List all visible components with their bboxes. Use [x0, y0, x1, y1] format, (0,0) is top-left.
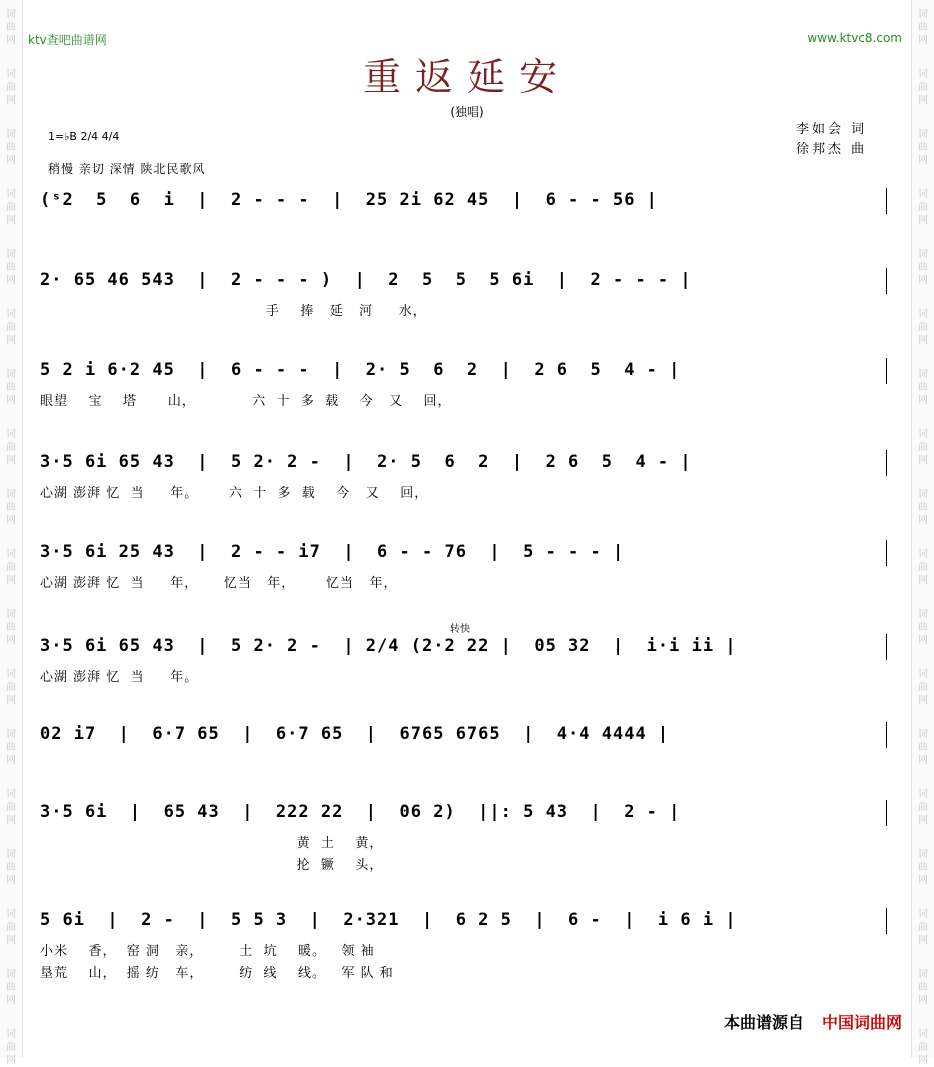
- watermark-text: 词 曲 网: [6, 669, 16, 706]
- watermark-text: 词 曲 网: [6, 549, 16, 586]
- lyric-line: 小米 香， 窑 洞 亲， 土 坑 暖。 领 袖: [40, 944, 375, 959]
- watermark-text: 词 曲 网: [918, 609, 928, 646]
- watermark-text: 词 曲 网: [6, 9, 16, 46]
- footer-brand: 中国词曲网: [821, 1013, 902, 1032]
- watermark-text: 词 曲 网: [918, 309, 928, 346]
- watermark-text: 词 曲 网: [918, 369, 928, 406]
- notation-line: 2· 65 46 543 | 2 - - - ) | 2 5 5 5 6i | 2 - - - |: [40, 270, 692, 290]
- watermark-text: 词 曲 网: [6, 789, 16, 826]
- lyric-line: 心湖 澎湃 忆 当 年， 忆当 年， 忆当 年，: [40, 576, 398, 591]
- watermark-text: 词 曲 网: [918, 129, 928, 166]
- watermark-text: 词 曲 网: [918, 9, 928, 46]
- watermark-text: 词 曲 网: [6, 309, 16, 346]
- watermark-text: 词 曲 网: [918, 789, 928, 826]
- notation-line: 3·5 6i 65 43 | 5 2· 2 - | 2/4 (2·2 22 | 05 32 | i·i ii |: [40, 636, 737, 656]
- lyric-line: 手 捧 延 河 水，: [40, 304, 427, 319]
- watermark-text: 词 曲 网: [6, 609, 16, 646]
- site-url-right: www.ktvc8.com: [807, 31, 902, 45]
- watermark-text: 词 曲 网: [6, 729, 16, 766]
- notation-line: 02 i7 | 6·7 65 | 6·7 65 | 6765 6765 | 4·4 4444 |: [40, 724, 670, 744]
- watermark-text: 词 曲 网: [918, 249, 928, 286]
- bar-line: [886, 800, 887, 826]
- lyric-line: 心湖 澎湃 忆 当 年。 六 十 多 载 今 又 回，: [40, 486, 429, 501]
- watermark-text: 词 曲 网: [6, 1029, 16, 1066]
- song-title: 重返延安: [362, 55, 571, 99]
- watermark-text: 词 曲 网: [918, 849, 928, 886]
- site-name-left: ktv查吧曲谱网: [28, 33, 107, 47]
- lyric-line: 眼望 宝 塔 山， 六 十 多 载 今 又 回，: [40, 394, 452, 409]
- song-subtitle: (独唱): [450, 105, 484, 119]
- notation-line: 5 6i | 2 - | 5 5 3 | 2·321 | 6 2 5 | 6 - | i 6 i |: [40, 910, 737, 930]
- lyric-line: 黄 土 黄，: [40, 836, 384, 851]
- bar-line: [886, 188, 887, 214]
- notation-line: 5 2 i 6·2 45 | 6 - - - | 2· 5 6 2 | 2 6 5 4 - |: [40, 360, 681, 380]
- lyricist-credit: 李如会 词: [796, 122, 868, 137]
- watermark-text: 词 曲 网: [918, 189, 928, 226]
- watermark-text: 词 曲 网: [6, 189, 16, 226]
- bar-line: [886, 722, 887, 748]
- lyric-line: 心湖 澎湃 忆 当 年。: [40, 670, 199, 685]
- watermark-text: 词 曲 网: [918, 69, 928, 106]
- key-signature: 1=♭B 2/4 4/4: [48, 130, 120, 143]
- watermark-text: 词 曲 网: [918, 549, 928, 586]
- watermark-text: 词 曲 网: [6, 429, 16, 466]
- watermark-text: 词 曲 网: [6, 369, 16, 406]
- composer-credit: 徐邦杰 曲: [796, 142, 868, 157]
- footer: [724, 1010, 902, 1033]
- watermark-text: 词 曲 网: [918, 729, 928, 766]
- notation-line: 3·5 6i 65 43 | 5 2· 2 - | 2· 5 6 2 | 2 6 5 4 - |: [40, 452, 692, 472]
- watermark-text: 词 曲 网: [6, 129, 16, 166]
- watermark-text: 词 曲 网: [6, 849, 16, 886]
- bar-line: [886, 634, 887, 660]
- watermark-text: 词 曲 网: [6, 969, 16, 1006]
- watermark-text: 词 曲 网: [6, 69, 16, 106]
- watermark-text: 词 曲 网: [6, 909, 16, 946]
- notation-line: (ˢ2 5 6 i | 2 - - - | 25 2i 62 45 | 6 - - 56 |: [40, 190, 658, 210]
- footer-source: 本曲谱源自: [723, 1013, 804, 1032]
- watermark-text: 词 曲 网: [918, 429, 928, 466]
- notation-line: 3·5 6i 25 43 | 2 - - i7 | 6 - - 76 | 5 - - - |: [40, 542, 625, 562]
- lyric-line: 垦荒 山， 摇 纺 车， 纺 线 线。 军 队 和: [40, 966, 394, 981]
- bar-line: [886, 540, 887, 566]
- watermark-text: 词 曲 网: [6, 249, 16, 286]
- watermark-text: 词 曲 网: [918, 669, 928, 706]
- lyric-line: 抡 镢 头，: [40, 858, 384, 873]
- bar-line: [886, 358, 887, 384]
- watermark-text: 词 曲 网: [6, 489, 16, 526]
- bar-line: [886, 450, 887, 476]
- bar-line: [886, 908, 887, 934]
- watermark-text: 词 曲 网: [918, 1029, 928, 1066]
- watermark-text: 词 曲 网: [918, 909, 928, 946]
- tempo-marking: 稍慢 亲切 深情 陕北民歌风: [48, 162, 206, 176]
- notation-line: 3·5 6i | 65 43 | 222 22 | 06 2) ||: 5 43 | 2 - |: [40, 802, 681, 822]
- bar-line: [886, 268, 887, 294]
- tempo-change-mark: 转快: [450, 624, 470, 635]
- watermark-text: 词 曲 网: [918, 489, 928, 526]
- watermark-text: 词 曲 网: [918, 969, 928, 1006]
